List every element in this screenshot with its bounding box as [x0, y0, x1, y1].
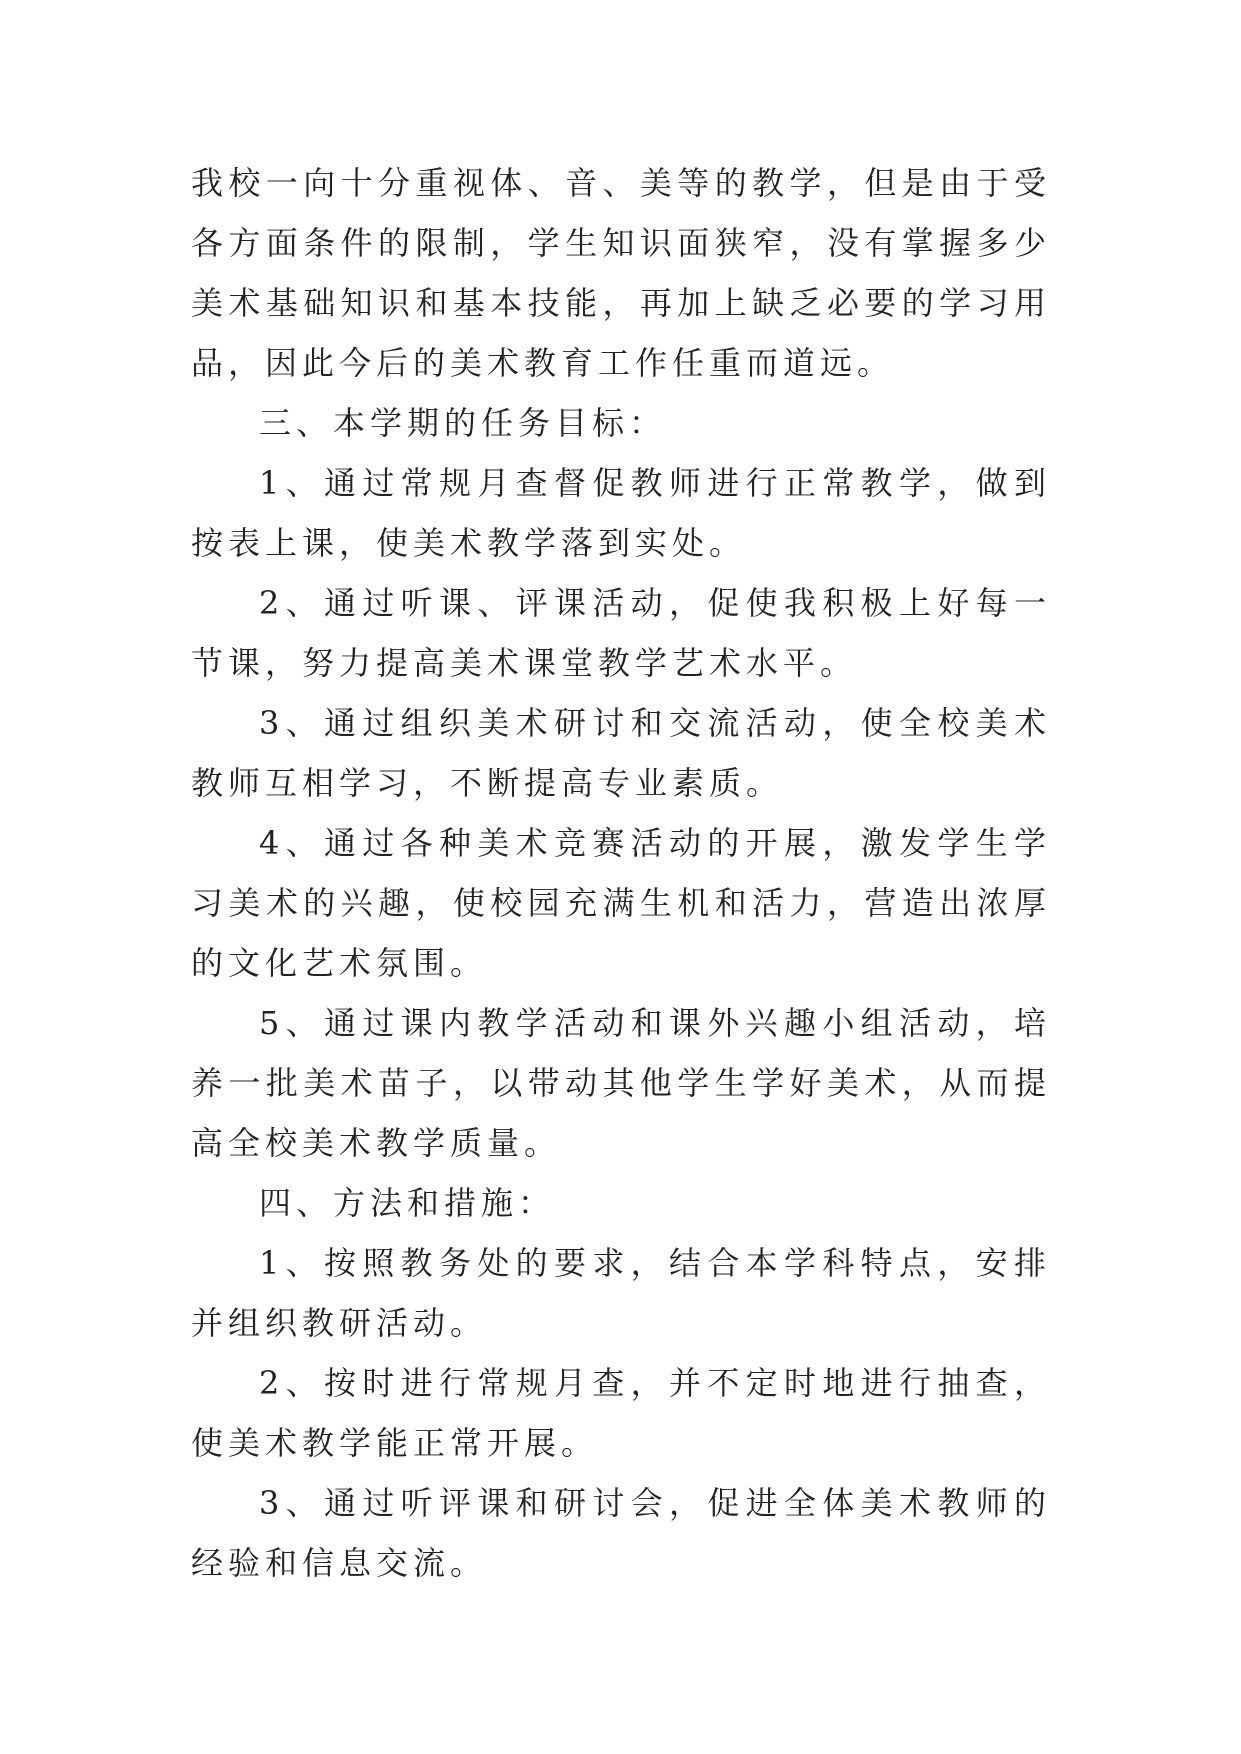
goal-item-5: 5、通过课内教学活动和课外兴趣小组活动，培养一批美术苗子，以带动其他学生学好美术，从而提高全校美术教学质量。	[191, 1004, 1051, 1162]
section-heading-methods: 四、方法和措施：	[259, 1184, 556, 1222]
method-item-3: 3、通过听评课和研讨会，促进全体美术教师的经验和信息交流。	[191, 1484, 1051, 1582]
method-item-1: 1、按照教务处的要求，结合本学科特点，安排并组织教研活动。	[191, 1244, 1051, 1342]
paragraph-intro-continuation: 我校一向十分重视体、音、美等的教学，但是由于受各方面条件的限制，学生知识面狭窄，没有掌握多少美术基础知识和基本技能，再加上缺乏必要的学习用品，因此今后的美术教育工作任重而道远。	[191, 164, 1051, 382]
method-item-2: 2、按时进行常规月查，并不定时地进行抽查，使美术教学能正常开展。	[191, 1364, 1051, 1462]
goal-item-3: 3、通过组织美术研讨和交流活动，使全校美术教师互相学习，不断提高专业素质。	[191, 704, 1051, 802]
goal-item-1: 1、通过常规月查督促教师进行正常教学，做到按表上课，使美术教学落到实处。	[191, 464, 1051, 562]
goal-item-2: 2、通过听课、评课活动，促使我积极上好每一节课，努力提高美术课堂教学艺术水平。	[191, 584, 1051, 682]
section-heading-goals: 三、本学期的任务目标：	[259, 404, 667, 442]
document-body	[191, 153, 1051, 1593]
goal-item-4: 4、通过各种美术竞赛活动的开展，激发学生学习美术的兴趣，使校园充满生机和活力，营造出浓厚的文化艺术氛围。	[191, 824, 1051, 982]
